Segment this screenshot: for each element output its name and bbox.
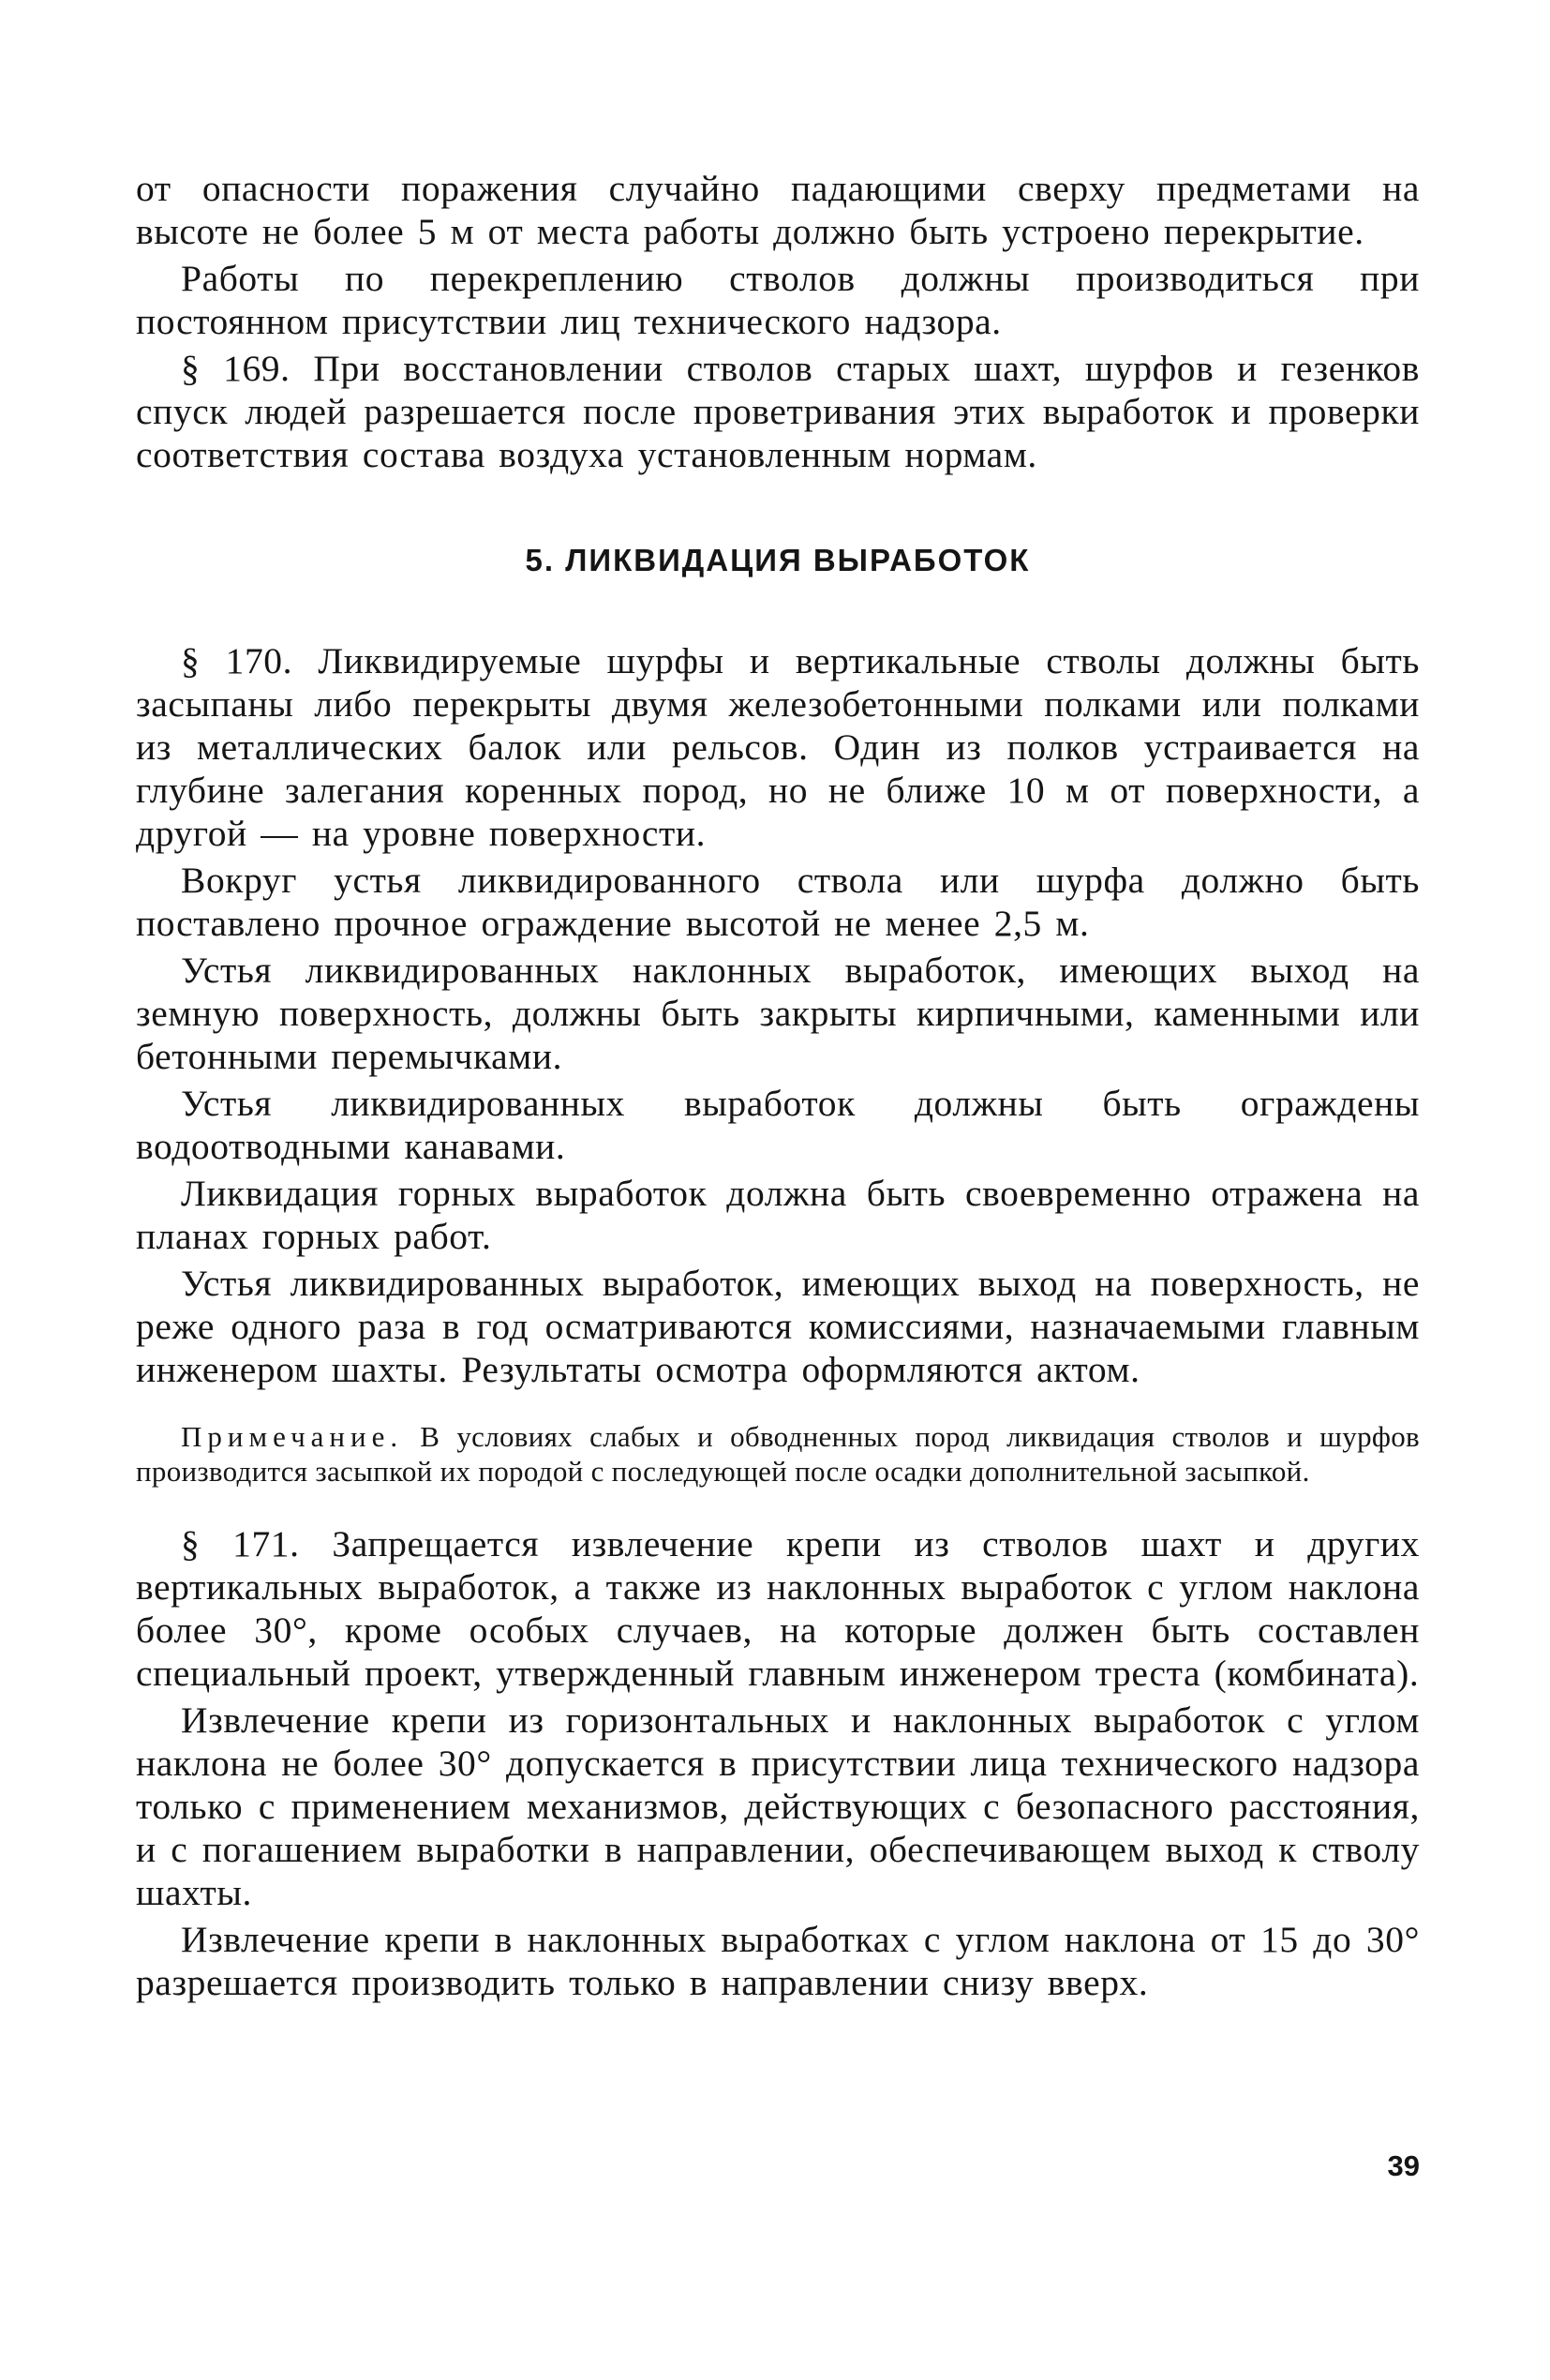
paragraph-170: § 170. Ликвидируемые шурфы и вертикальные стволы должны быть засыпаны либо перекрыты двумя железобетонными полками или полками из металлических балок или рельсов. Один из полков устраивается на глубине залегания коренных пород, но не ближе 10 м от поверхности, а другой — на уровне поверхности.: [136, 640, 1420, 854]
paragraph-horizontal-extraction: Извлечение крепи из горизонтальных и наклонных выработок с углом наклона не более 30° допускается в присутствии лица технического надзора только с применением механизмов, действующих с безопасного расстояния, и с погашением выработки в направлении, обеспечивающем выход к стволу шахты.: [136, 1699, 1420, 1913]
paragraph-continuation: от опасности поражения случайно падающими сверху предметами на высоте не более 5 м от места работы должно быть устроено перекрытие.: [136, 168, 1420, 252]
note: [136, 1419, 1420, 1489]
paragraph-fence: Вокруг устья ликвидированного ствола или шурфа должно быть поставлено прочное ограждение высотой не менее 2,5 м.: [136, 860, 1420, 944]
page-content: [136, 167, 1420, 2004]
paragraph-supervision: Работы по перекреплению стволов должны производиться при постоянном присутствии лиц технического надзора.: [136, 258, 1420, 342]
paragraph-inclined-mouths: Устья ликвидированных наклонных выработок, имеющих выход на земную поверхность, должны быть закрыты кирпичными, каменными или бетонными перемычками.: [136, 950, 1420, 1077]
section-heading: 5. ЛИКВИДАЦИЯ ВЫРАБОТОК: [525, 543, 1031, 577]
paragraph-169: § 169. При восстановлении стволов старых шахт, шурфов и гезенков спуск людей разрешается после проветривания этих выработок и проверки соответствия состава воздуха установленным нормам.: [136, 348, 1420, 475]
note-text: В условиях слабых и обводненных пород ликвидация стволов и шурфов производится засыпкой их породой с последующей после осадки дополнительной засыпкой.: [136, 1420, 1420, 1488]
paragraph-drainage: Устья ликвидированных выработок должны быть ограждены водоотводными канавами.: [136, 1083, 1420, 1167]
note-label: Примечание.: [181, 1420, 404, 1453]
paragraph-inspection: Устья ликвидированных выработок, имеющих выход на поверхность, не реже одного раза в год осматриваются комиссиями, назначаемыми главным инженером шахты. Результаты осмотра оформляются актом.: [136, 1263, 1420, 1390]
paragraph-171: § 171. Запрещается извлечение крепи из стволов шахт и других вертикальных выработок, а также из наклонных выработок с углом наклона более 30°, кроме особых случаев, на которые должен быть составлен специальный проект, утвержденный главным инженером треста (комбината).: [136, 1523, 1420, 1694]
page-number: 39: [1387, 2149, 1420, 2182]
paragraph-inclined-extraction: Извлечение крепи в наклонных выработках с углом наклона от 15 до 30° разрешается производить только в направлении снизу вверх.: [136, 1919, 1420, 2003]
paragraph-plans: Ликвидация горных выработок должна быть своевременно отражена на планах горных работ.: [136, 1173, 1420, 1257]
